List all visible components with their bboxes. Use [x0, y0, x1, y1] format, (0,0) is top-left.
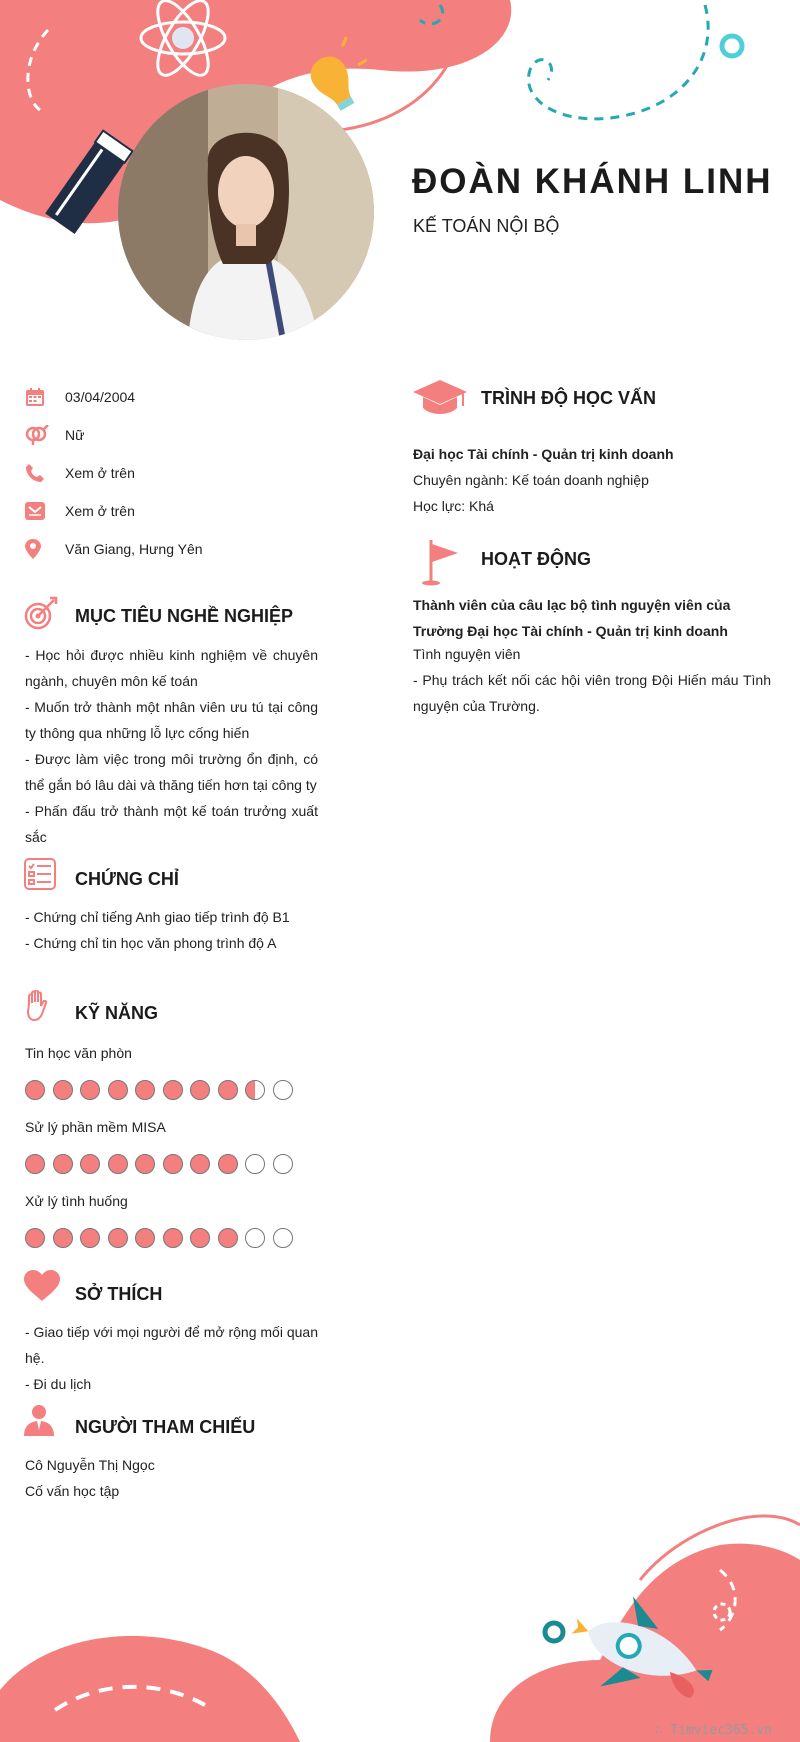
heart-icon: [24, 1270, 60, 1302]
skill-dot: [190, 1228, 210, 1248]
skill-dot: [245, 1154, 265, 1174]
checklist-icon: [24, 858, 56, 890]
education-major: Chuyên ngành: Kế toán doanh nghiệp: [413, 472, 649, 488]
skill-name: Sử lý phần mềm MISA: [25, 1119, 166, 1135]
skill-dot: [80, 1228, 100, 1248]
gender-icon: [25, 425, 49, 445]
skill-name: Tin học văn phòn: [25, 1045, 132, 1061]
skill-dot: [218, 1154, 238, 1174]
references-title: NGƯỜI THAM CHIẾU: [75, 1417, 256, 1437]
hobbies-text: - Giao tiếp với mọi người để mở rộng mối quan hệ. - Đi du lịch: [25, 1324, 318, 1392]
skill-dot: [25, 1228, 45, 1248]
activity-organization: Thành viên của câu lạc bộ tình nguyện viên của Trường Đại học Tài chính - Quản trị kinh doanh: [413, 597, 731, 639]
job-title: KẾ TOÁN NỘI BỘ: [413, 216, 560, 236]
contact-address: [25, 536, 325, 562]
graduation-cap-icon: [413, 380, 467, 414]
skill-dot: [273, 1154, 293, 1174]
contact-text: Xem ở trên: [65, 503, 135, 519]
contact-text: 03/04/2004: [65, 389, 136, 405]
skill-dot: [163, 1228, 183, 1248]
location-pin-icon: [25, 539, 41, 559]
profile-photo: [118, 84, 374, 340]
footer-brand: ∴ Timviec365.vn: [654, 1723, 772, 1738]
contact-birthdate: [25, 384, 325, 410]
skill-dot: [163, 1154, 183, 1174]
hand-icon: [24, 990, 50, 1022]
skill-dot: [80, 1080, 100, 1100]
contact-email: [25, 498, 325, 524]
skills-title: KỸ NĂNG: [75, 1003, 159, 1023]
email-icon: [25, 502, 45, 520]
contact-gender: [25, 422, 325, 448]
skill-dot: [190, 1154, 210, 1174]
reference-name: Cô Nguyễn Thị Ngọc: [25, 1457, 155, 1473]
skill-dot: [273, 1080, 293, 1100]
skill-dot: [108, 1228, 128, 1248]
skill-dot: [245, 1080, 265, 1100]
skill-dot: [135, 1154, 155, 1174]
education-school: Đại học Tài chính - Quản trị kinh doanh: [413, 446, 674, 462]
skill-dot: [108, 1080, 128, 1100]
skill-rating: [25, 1154, 300, 1174]
skill-dot: [80, 1154, 100, 1174]
skill-dot: [25, 1154, 45, 1174]
skill-dot: [163, 1080, 183, 1100]
person-icon: [24, 1404, 54, 1436]
activity-description: - Phụ trách kết nối các hội viên trong Đội Hiến máu Tình nguyện của Trường.: [413, 672, 771, 714]
flag-icon: [422, 538, 462, 586]
target-icon: [24, 596, 58, 630]
objective-text: - Học hỏi được nhiều kinh nghiệm về chuyên ngành, chuyên môn kế toán - Muốn trở thành một nhân viên ưu tú tại công ty thông qua những lỗ lực cống hiến - Được làm việc trong môi trường ổn định, có thể gắn bó lâu dài và thăng tiến hơn tại công ty - Phấn đấu trở thành một kế toán trưởng xuất sắc: [25, 647, 318, 845]
skill-dot: [25, 1080, 45, 1100]
contact-text: Nữ: [65, 427, 85, 443]
skill-dot: [53, 1080, 73, 1100]
phone-icon: [25, 463, 45, 483]
certificates-title: CHỨNG CHỈ: [75, 869, 179, 889]
skill-dot: [53, 1154, 73, 1174]
skill-rating: [25, 1228, 300, 1248]
activities-title: HOẠT ĐỘNG: [481, 549, 591, 569]
skill-dot: [273, 1228, 293, 1248]
contact-phone: [25, 460, 325, 486]
contact-text: Văn Giang, Hưng Yên: [65, 541, 203, 557]
skill-dot: [108, 1154, 128, 1174]
candidate-name: ĐOÀN KHÁNH LINH: [412, 162, 773, 201]
skill-dot: [218, 1080, 238, 1100]
skill-dot: [135, 1228, 155, 1248]
education-grade: Học lực: Khá: [413, 498, 494, 514]
contact-text: Xem ở trên: [65, 465, 135, 481]
skill-dot: [53, 1228, 73, 1248]
activity-role: Tình nguyện viên: [413, 646, 521, 662]
skill-rating: [25, 1080, 300, 1100]
skill-dot: [245, 1228, 265, 1248]
certificates-text: - Chứng chỉ tiếng Anh giao tiếp trình độ B1 - Chứng chỉ tin học văn phong trình độ A: [25, 909, 290, 951]
reference-role: Cố vấn học tập: [25, 1483, 120, 1499]
hobbies-title: SỞ THÍCH: [75, 1284, 163, 1304]
calendar-icon: [25, 387, 45, 407]
skill-dot: [190, 1080, 210, 1100]
objective-title: MỤC TIÊU NGHỀ NGHIỆP: [75, 606, 294, 626]
skill-dot: [218, 1228, 238, 1248]
skill-name: Xử lý tình huống: [25, 1193, 128, 1209]
skill-dot: [135, 1080, 155, 1100]
education-title: TRÌNH ĐỘ HỌC VẤN: [481, 388, 656, 408]
